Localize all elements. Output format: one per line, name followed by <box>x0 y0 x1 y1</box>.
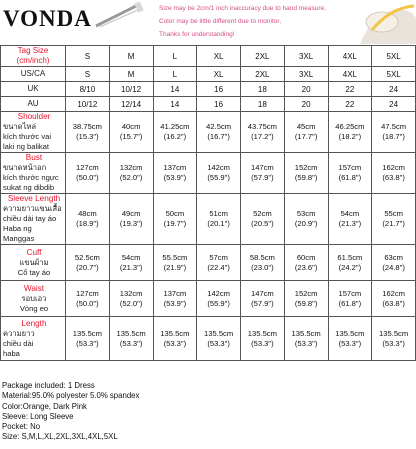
measurement-cell <box>241 153 285 194</box>
cm-value: 135.5cm <box>116 328 146 338</box>
inch-value: (53.3") <box>76 338 99 348</box>
measurement-name: Length <box>21 318 47 328</box>
inch-value: (52.0") <box>119 298 143 308</box>
measurement-name: Bust <box>25 153 43 162</box>
size-header-cell: L <box>153 46 197 67</box>
inch-value: (59.8") <box>294 173 318 182</box>
cm-value: 142cm <box>207 288 231 298</box>
measurement-row <box>1 245 416 281</box>
region-size-cell: 16 <box>197 97 241 112</box>
measurement-translation: kích thước vai <box>3 132 52 141</box>
cm-value: 142cm <box>207 163 231 172</box>
note-line: Size: S,M,L,XL,2XL,3XL,4XL,5XL <box>2 432 118 442</box>
measurement-cell <box>372 317 416 361</box>
measurement-cell <box>284 112 328 153</box>
inch-value: (18.7") <box>382 132 405 141</box>
inch-value: (24.8") <box>382 262 405 272</box>
region-size-cell: XL <box>197 67 241 82</box>
cm-value: 63cm <box>384 252 403 262</box>
measurement-cell <box>66 281 110 317</box>
inch-value: (63.8") <box>382 298 405 308</box>
size-header-cell: S <box>66 46 110 67</box>
measurement-label <box>1 245 66 281</box>
measurement-cell <box>109 317 153 361</box>
region-size-cell: 24 <box>372 82 416 97</box>
measurement-cell <box>372 245 416 281</box>
cm-value: 52cm <box>253 209 272 218</box>
size-header-cell: M <box>109 46 153 67</box>
measurement-translation: แขนผ้าม <box>19 257 49 267</box>
cm-value: 40cm <box>121 122 141 131</box>
cm-value: 152cm <box>294 163 318 172</box>
inch-value: (23.0") <box>251 262 274 272</box>
cm-value: 47.5cm <box>381 122 407 131</box>
measurement-translation: chiều dài <box>3 338 34 348</box>
cm-value: 162cm <box>382 163 406 172</box>
cm-value: 54cm <box>340 209 360 218</box>
measurement-cell <box>328 281 372 317</box>
measurement-cell <box>372 112 416 153</box>
measurement-translation: ขนาดหน้าอก <box>3 163 47 172</box>
measurement-translation: laki ng balikat <box>3 142 50 151</box>
measurement-cell <box>109 281 153 317</box>
region-size-cell: 16 <box>197 82 241 97</box>
region-size-cell: 24 <box>372 97 416 112</box>
measurement-cell <box>197 194 241 245</box>
inch-value: (21.3") <box>338 219 362 228</box>
measurement-cell <box>372 281 416 317</box>
measurement-translation: Vòng eo <box>19 303 49 313</box>
measurement-row <box>1 194 416 245</box>
inch-value: (17.2") <box>251 132 274 141</box>
product-notes <box>2 381 414 443</box>
inch-value: (53.9") <box>163 298 187 308</box>
brand-logo: VONDA <box>3 6 92 31</box>
cm-value: 137cm <box>163 163 187 172</box>
cm-value: 61.5cm <box>337 252 363 262</box>
inch-value: (55.9") <box>207 173 230 182</box>
inch-value: (18.9") <box>76 219 99 228</box>
inch-value: (55.9") <box>207 298 230 308</box>
pen-icon <box>92 2 152 28</box>
region-size-row <box>1 67 416 82</box>
inch-value: (15.3") <box>76 132 99 141</box>
region-label: UK <box>1 82 66 97</box>
inch-value: (20.9") <box>294 219 318 228</box>
cm-value: 49cm <box>121 209 141 218</box>
cm-value: 45cm <box>296 122 316 131</box>
measurement-cell <box>66 194 110 245</box>
measurement-cell <box>66 153 110 194</box>
measurement-cell <box>372 194 416 245</box>
cm-value: 54cm <box>121 252 141 262</box>
cm-value: 52.5cm <box>74 252 100 262</box>
inch-value: (50.0") <box>76 298 99 308</box>
inch-value: (61.8") <box>338 298 362 308</box>
size-header-cell: 4XL <box>328 46 372 67</box>
inch-value: (20.5") <box>251 219 274 228</box>
cm-value: 58.5cm <box>249 252 275 262</box>
cm-value: 147cm <box>250 163 274 172</box>
region-size-cell: 14 <box>153 97 197 112</box>
inch-value: (63.8") <box>382 173 405 182</box>
measurement-cell <box>241 317 285 361</box>
region-size-cell: 14 <box>153 82 197 97</box>
cm-value: 135.5cm <box>335 328 365 338</box>
measurement-cell <box>109 112 153 153</box>
measurement-cell <box>153 245 197 281</box>
measurement-name: Cuff <box>26 247 42 257</box>
region-size-cell: 12/14 <box>109 97 153 112</box>
region-size-cell: 4XL <box>328 67 372 82</box>
measurement-cell <box>284 281 328 317</box>
inch-value: (57.9") <box>251 173 274 182</box>
region-size-cell: 20 <box>284 97 328 112</box>
measurement-cell <box>241 194 285 245</box>
region-size-cell: 20 <box>284 82 328 97</box>
inch-value: (21.7") <box>382 219 405 228</box>
measurement-cell <box>241 281 285 317</box>
cm-value: 135.5cm <box>291 328 321 338</box>
measurement-label <box>1 112 66 153</box>
measurement-label <box>1 194 66 245</box>
measurement-cell <box>284 317 328 361</box>
inch-value: (15.7") <box>119 132 143 141</box>
measurement-translation: ขนาดไหล่ <box>3 122 37 131</box>
cm-value: 43.75cm <box>247 122 277 131</box>
cm-value: 135.5cm <box>379 328 409 338</box>
notice-line: Thanks for understanding! <box>159 31 235 38</box>
measurement-cell <box>241 245 285 281</box>
measurement-cell <box>197 281 241 317</box>
measurement-row <box>1 153 416 194</box>
measurement-cell <box>197 153 241 194</box>
cm-value: 60cm <box>296 252 316 262</box>
cm-value: 38.75cm <box>72 122 102 131</box>
measurement-cell <box>284 153 328 194</box>
measurement-cell <box>328 245 372 281</box>
region-size-cell: 10/12 <box>109 82 153 97</box>
region-label: US/CA <box>1 67 66 82</box>
measurement-name: Shoulder <box>17 112 51 121</box>
inch-value: (53.3") <box>163 338 187 348</box>
cm-value: 41.25cm <box>160 122 190 131</box>
inch-value: (53.3") <box>294 338 318 348</box>
measurement-cell <box>372 153 416 194</box>
measurement-notice <box>159 2 326 41</box>
inch-value: (21.3") <box>119 262 143 272</box>
tag-size-label: Tag Size (cm/inch) <box>1 46 66 67</box>
size-header-cell: XL <box>197 46 241 67</box>
region-size-cell: 2XL <box>241 67 285 82</box>
inch-value: (53.3") <box>251 338 274 348</box>
cm-value: 55cm <box>384 209 403 218</box>
measurement-cell <box>66 112 110 153</box>
note-line: Pocket: No <box>2 422 41 432</box>
region-size-cell: S <box>66 67 110 82</box>
inch-value: (53.3") <box>338 338 362 348</box>
inch-value: (20.7") <box>76 262 99 272</box>
note-line: Color:Orange, Dark Pink <box>2 401 87 411</box>
cm-value: 46.25cm <box>335 122 365 131</box>
cm-value: 132cm <box>119 288 143 298</box>
measurement-cell <box>109 194 153 245</box>
cm-value: 135.5cm <box>72 328 102 338</box>
inch-value: (52.0") <box>119 173 143 182</box>
region-size-cell: 5XL <box>372 67 416 82</box>
notice-line: Color may be little different due to monitor, <box>159 18 281 25</box>
measurement-translation: Cổ tay áo <box>17 267 51 277</box>
inch-value: (23.6") <box>294 262 318 272</box>
inch-value: (22.4") <box>207 262 230 272</box>
cm-value: 55.5cm <box>162 252 188 262</box>
note-line: Sleeve: Long Sleeve <box>2 411 74 421</box>
cm-value: 53cm <box>296 209 316 218</box>
inch-value: (19.7") <box>163 219 187 228</box>
cm-value: 162cm <box>382 288 406 298</box>
measurement-cell <box>328 153 372 194</box>
measurement-translation: รอบเอว <box>21 293 47 303</box>
measurement-cell <box>328 112 372 153</box>
cm-value: 127cm <box>75 163 99 172</box>
measurement-cell <box>153 194 197 245</box>
region-size-cell: 18 <box>241 82 285 97</box>
measurement-cell <box>284 245 328 281</box>
region-size-cell: 3XL <box>284 67 328 82</box>
region-size-row <box>1 97 416 112</box>
cm-value: 51cm <box>209 209 228 218</box>
inch-value: (50.0") <box>76 173 99 182</box>
header-banner <box>0 0 416 44</box>
cm-value: 157cm <box>338 288 362 298</box>
measurement-translation: ความยาว <box>3 328 35 338</box>
measurement-cell <box>66 245 110 281</box>
cm-value: 127cm <box>75 288 99 298</box>
measurement-row <box>1 317 416 361</box>
region-size-cell: 22 <box>328 82 372 97</box>
cm-value: 137cm <box>163 288 187 298</box>
measurement-cell <box>328 194 372 245</box>
measurement-cell <box>197 317 241 361</box>
inch-value: (53.3") <box>207 338 230 348</box>
region-size-cell: L <box>153 67 197 82</box>
note-line: Package included: 1 Dress <box>2 381 95 390</box>
measurement-label <box>1 153 66 194</box>
measurement-cell <box>153 112 197 153</box>
inch-value: (20.1") <box>207 219 230 228</box>
size-chart-table <box>0 45 416 361</box>
inch-value: (21.9") <box>163 262 187 272</box>
cm-value: 157cm <box>338 163 362 172</box>
region-size-cell: M <box>109 67 153 82</box>
measurement-cell <box>153 281 197 317</box>
inch-value: (17.7") <box>294 132 318 141</box>
cm-value: 135.5cm <box>160 328 190 338</box>
cm-value: 50cm <box>165 209 185 218</box>
note-line: Material:95.0% polyester 5.0% spandex <box>2 391 140 401</box>
cm-value: 57cm <box>209 252 228 262</box>
region-size-cell: 18 <box>241 97 285 112</box>
measurement-translation: chiều dài tay áo <box>3 214 57 223</box>
region-size-cell: 10/12 <box>66 97 110 112</box>
measurement-name: Waist <box>23 283 45 293</box>
cm-value: 135.5cm <box>204 328 234 338</box>
measuring-tape-icon <box>352 0 416 44</box>
size-header-cell: 3XL <box>284 46 328 67</box>
inch-value: (16.2") <box>163 132 187 141</box>
measurement-cell <box>153 317 197 361</box>
measurement-translation: haba <box>3 348 20 358</box>
measurement-row <box>1 112 416 153</box>
cm-value: 48cm <box>78 209 97 218</box>
measurement-name: Sleeve Length <box>7 194 61 203</box>
inch-value: (18.2") <box>338 132 362 141</box>
inch-value: (59.8") <box>294 298 318 308</box>
notice-line: Size may be 2cm/1 inch inaccuracy due to hand measure, <box>159 5 326 12</box>
measurement-cell <box>328 317 372 361</box>
measurement-cell <box>197 245 241 281</box>
region-size-row <box>1 82 416 97</box>
measurement-translation: sukat ng dibdib <box>3 183 55 192</box>
measurement-cell <box>284 194 328 245</box>
measurement-label <box>1 281 66 317</box>
region-size-cell: 8/10 <box>66 82 110 97</box>
measurement-cell <box>153 153 197 194</box>
cm-value: 147cm <box>250 288 274 298</box>
cm-value: 132cm <box>119 163 143 172</box>
inch-value: (16.7") <box>207 132 230 141</box>
inch-value: (53.9") <box>163 173 187 182</box>
measurement-translation: ความยาวแขนเสื้อ <box>3 204 62 213</box>
measurement-row <box>1 281 416 317</box>
cm-value: 152cm <box>294 288 318 298</box>
inch-value: (53.3") <box>119 338 143 348</box>
inch-value: (19.3") <box>119 219 143 228</box>
measurement-cell <box>66 317 110 361</box>
measurement-cell <box>241 112 285 153</box>
size-header-row <box>1 46 416 67</box>
region-size-cell: 22 <box>328 97 372 112</box>
inch-value: (53.3") <box>382 338 405 348</box>
measurement-label <box>1 317 66 361</box>
measurement-translation: Haba ng Manggas <box>3 224 35 243</box>
region-label: AU <box>1 97 66 112</box>
measurement-cell <box>109 245 153 281</box>
measurement-cell <box>197 112 241 153</box>
inch-value: (61.8") <box>338 173 362 182</box>
cm-value: 42.5cm <box>206 122 232 131</box>
size-header-cell: 5XL <box>372 46 416 67</box>
cm-value: 135.5cm <box>247 328 277 338</box>
inch-value: (57.9") <box>251 298 274 308</box>
inch-value: (24.2") <box>338 262 362 272</box>
measurement-translation: kích thước ngực <box>3 173 59 182</box>
size-header-cell: 2XL <box>241 46 285 67</box>
measurement-cell <box>109 153 153 194</box>
